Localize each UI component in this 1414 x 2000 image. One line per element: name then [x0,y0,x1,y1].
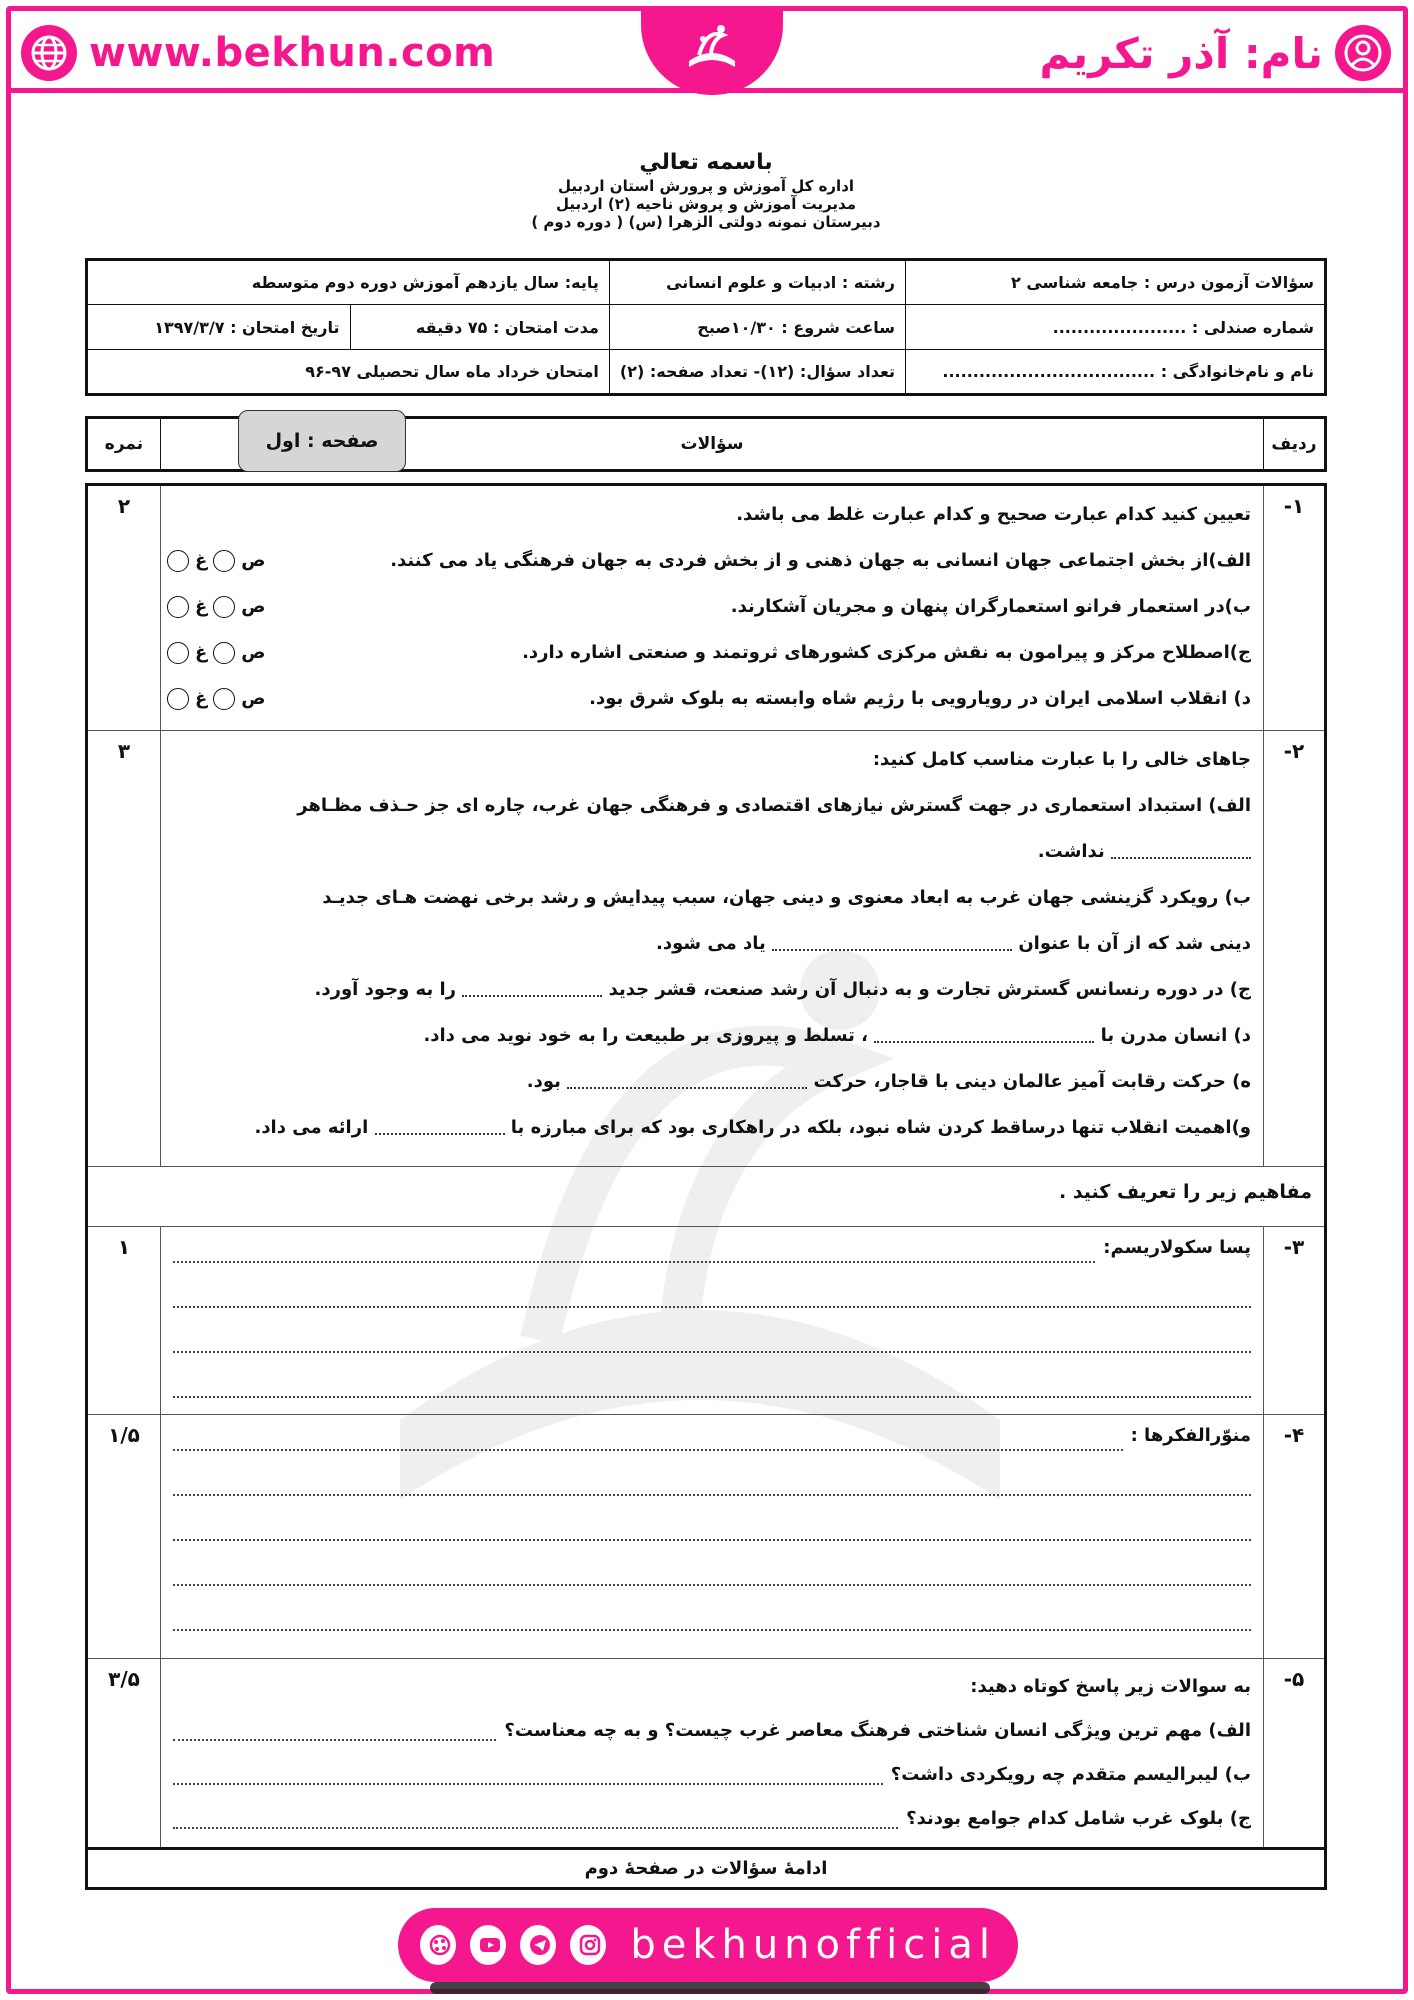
q1-item-b-options [167,584,266,630]
q2-e-head: ه) حرکت رقابت آمیز عالمان دینی با قاجار، حرکت [813,1071,1251,1092]
page-badge: صفحه : اول [238,410,406,472]
q2-e-tail: بود. [526,1071,561,1092]
q1-item-a-options [167,538,266,584]
q2-body [161,731,1264,1167]
radio-false[interactable] [167,642,189,664]
q4-body [161,1415,1264,1659]
continue-note: ادامهٔ سؤالات در صفحهٔ دوم [87,1849,1326,1889]
q2-d-tail: ، تسلط و پیروزی بر طبیعت را به خود نوید می داد. [423,1025,869,1046]
doc-title: باسمه تعالي [639,150,773,175]
site-header [11,11,1403,93]
course-cell: سؤالات آزمون درس : جامعه شناسی ۲ [906,260,1326,305]
q2-f-tail: ارائه می داد. [254,1117,369,1138]
q3-number: ۳- [1264,1227,1326,1415]
radio-true[interactable] [213,688,235,710]
blank-c[interactable] [462,983,602,997]
start-time-cell: ساعت شروع : ۱۰/۳۰صبح [609,305,905,350]
footer-row [87,1849,1326,1889]
q4-answer-line-4[interactable] [173,1541,1251,1586]
q4-answer-line-3[interactable] [173,1496,1251,1541]
row-header: ردیف [1264,418,1326,471]
site-url-text[interactable]: www.bekhun.com [89,30,496,76]
brand-logo [641,7,783,95]
q4-answer-line-5[interactable] [173,1586,1251,1631]
q2-d-line [173,1013,1251,1059]
counts-cell: تعداد سؤال: (۱۲)- تعداد صفحه: (۲) [609,350,905,395]
q2-a-line1: الف) استبداد استعماری در جهت گسترش نیازهای اقتصادی و فرهنگی جهان غرب، چاره ای جز حـذف مظـاهر [297,795,1251,816]
q5-item-a-text: الف) مهم ترین ویژگی انسان شناختی فرهنگ معاصر غرب چیست؟ و به چه معناست؟ [504,1720,1251,1741]
q1-item-b-text: ب)در استعمار فرانو استعمارگران پنهان و مجریان آشکارند. [730,596,1251,617]
blank-d[interactable] [874,1029,1094,1043]
session-cell: امتحان خرداد ماه سال تحصیلی ۹۷-۹۶ [87,350,610,395]
q1-item-c-text: ج)اصطلاح مرکز و پیرامون به نقش مرکزی کشورهای ثروتمند و صنعتی اشاره دارد. [522,642,1251,663]
user-icon [1335,25,1391,81]
q1-item-a-text: الف)از بخش اجتماعی جهان انسانی به جهان ذهنی و از بخش فردی به جهان فرهنگی یاد می کنند. [390,550,1251,571]
instagram-icon[interactable] [570,1925,606,1965]
q1-body [161,485,1264,731]
questions-header-label: سؤالات [161,418,1264,471]
opt-true-label: ص [241,596,266,617]
radio-false[interactable] [167,688,189,710]
globe-icon [21,25,77,81]
book-logo-icon [677,15,747,85]
opt-false-label: غ [195,596,208,617]
q1-prompt: تعیین کنید کدام عبارت صحیح و کدام عبارت غلط می باشد. [736,504,1251,525]
site-url-block[interactable] [21,25,495,81]
q5-item-b-text: ب) لیبرالیسم متقدم چه رویکردی داشت؟ [890,1764,1251,1785]
radio-true[interactable] [213,596,235,618]
exam-date-cell: تاریخ امتحان : ۱۳۹۷/۳/۷ [87,305,351,350]
q5-item-c-text: ج) بلوک غرب شامل کدام جوامع بودند؟ [906,1808,1251,1829]
q3-score: ۱ [87,1227,161,1415]
q5-item-a-answer[interactable] [173,1721,496,1741]
question-row-5 [87,1659,1326,1849]
q2-c-line [173,967,1251,1013]
field-cell: رشته : ادبیات و علوم انسانی [609,260,905,305]
q3-term: پسا سکولاریسم: [1103,1237,1251,1258]
question-row-4 [87,1415,1326,1659]
opt-true-label: ص [241,642,266,663]
q3-answer-line-4[interactable] [173,1353,1251,1398]
q1-item-a [173,538,1251,584]
radio-true[interactable] [213,642,235,664]
q5-score: ۳/۵ [87,1659,161,1849]
q2-c-head: ج) در دوره رنسانس گسترش تجارت و به دنبال آن رشد صنعت، قشر جدید [608,979,1251,1000]
q2-c-tail: را به وجود آورد. [314,979,457,1000]
opt-true-label: ص [241,550,266,571]
opt-false-label: غ [195,642,208,663]
aparat-icon[interactable] [420,1925,456,1965]
student-name-block [1039,25,1391,81]
q2-b-line2 [173,921,1251,967]
q2-e-line [173,1059,1251,1105]
q4-score: ۱/۵ [87,1415,161,1659]
q1-item-c [173,630,1251,676]
q5-item-b [173,1753,1251,1797]
q3-answer-line-2[interactable] [173,1263,1251,1308]
q1-number: ۱- [1264,485,1326,731]
q1-score: ۲ [87,485,161,731]
q5-item-a [173,1709,1251,1753]
q2-number: ۲- [1264,731,1326,1167]
q4-answer-line-1[interactable] [173,1431,1123,1451]
question-row-3 [87,1227,1326,1415]
radio-true[interactable] [213,550,235,572]
q1-item-d-text: د) انقلاب اسلامی ایران در رویارویی با رژیم شاه وابسته به بلوک شرق بود. [589,688,1251,709]
blank-a[interactable] [1111,845,1251,859]
q2-d-head: د) انسان مدرن با [1100,1025,1251,1046]
question-row-1 [87,485,1326,731]
q1-item-c-options [167,630,266,676]
q5-item-c [173,1797,1251,1841]
student-name-cell[interactable]: نام و نام‌خانوادگی : ................................... [906,350,1326,395]
score-header: نمره [87,418,161,471]
q5-number: ۵- [1264,1659,1326,1849]
q4-number: ۴- [1264,1415,1326,1659]
section-define-row [87,1167,1326,1227]
social-handle[interactable]: bekhunofficial [630,1922,997,1968]
q2-f-head: و)اهمیت انقلاب تنها درساقط کردن شاه نبود، بلکه در راهکاری بود که برای مبارزه با [510,1117,1251,1138]
q5-body [161,1659,1264,1849]
q4-term-line [173,1421,1251,1451]
radio-false[interactable] [167,550,189,572]
youtube-icon[interactable] [470,1925,506,1965]
q2-a-line2 [173,829,1251,875]
q2-score: ۳ [87,731,161,1167]
q5-item-b-answer[interactable] [173,1765,883,1785]
duration-cell: مدت امتحان : ۷۵ دقیقه [350,305,609,350]
q4-term: منوّرالفکرها : [1130,1425,1251,1446]
header-divider [11,88,1403,93]
q2-b-tail: یاد می شود. [656,933,766,954]
questions-table [85,483,1327,1890]
doc-line-3: دبیرستان نمونه دولتی الزهرا (س) ( دوره دوم ) [531,213,881,231]
radio-false[interactable] [167,596,189,618]
blank-e[interactable] [567,1075,807,1089]
q3-term-line [173,1233,1251,1263]
q5-item-c-answer[interactable] [173,1809,898,1829]
q3-body [161,1227,1264,1415]
q1-item-d [173,676,1251,722]
document-title-block [85,150,1327,231]
seat-cell[interactable]: شماره صندلی : ...................... [906,305,1326,350]
question-row-2 [87,731,1326,1167]
q2-a-tail: نداشت. [1037,841,1105,862]
section-define-label: مفاهیم زیر را تعریف کنید . [87,1167,1326,1227]
blank-b[interactable] [772,937,1012,951]
exam-info-table [85,258,1327,396]
opt-false-label: غ [195,688,208,709]
social-bar[interactable] [398,1908,1018,1982]
opt-true-label: ص [241,688,266,709]
opt-false-label: غ [195,550,208,571]
doc-line-1: اداره کل آموزش و پرورش استان اردبیل [557,177,855,195]
q5-prompt: به سوالات زیر پاسخ کوتاه دهید: [970,1676,1251,1697]
student-name: نام: آذر تکریم [1039,28,1323,78]
q2-f-line [173,1105,1251,1151]
social-bar-shadow [430,1982,990,1994]
q3-answer-line-1[interactable] [173,1243,1095,1263]
q3-answer-line-3[interactable] [173,1308,1251,1353]
q1-item-b [173,584,1251,630]
grade-cell: پایه: سال یازدهم آموزش دوره دوم متوسطه [87,260,610,305]
q2-b-line1: ب) رویکرد گزینشی جهان غرب به ابعاد معنوی و دینی جهان، سبب پیدایش و رشد برخی نهضت هـای جدیـد [322,887,1251,908]
doc-line-2: مدیریت آموزش و پروش ناحیه (۲) اردبیل [555,195,857,213]
telegram-icon[interactable] [520,1925,556,1965]
blank-f[interactable] [375,1121,505,1135]
q1-item-d-options [167,676,266,722]
q2-prompt: جاهای خالی را با عبارت مناسب کامل کنید: [872,749,1251,770]
q4-answer-line-2[interactable] [173,1451,1251,1496]
q2-b-mid: دینی شد که از آن با عنوان [1018,933,1251,954]
